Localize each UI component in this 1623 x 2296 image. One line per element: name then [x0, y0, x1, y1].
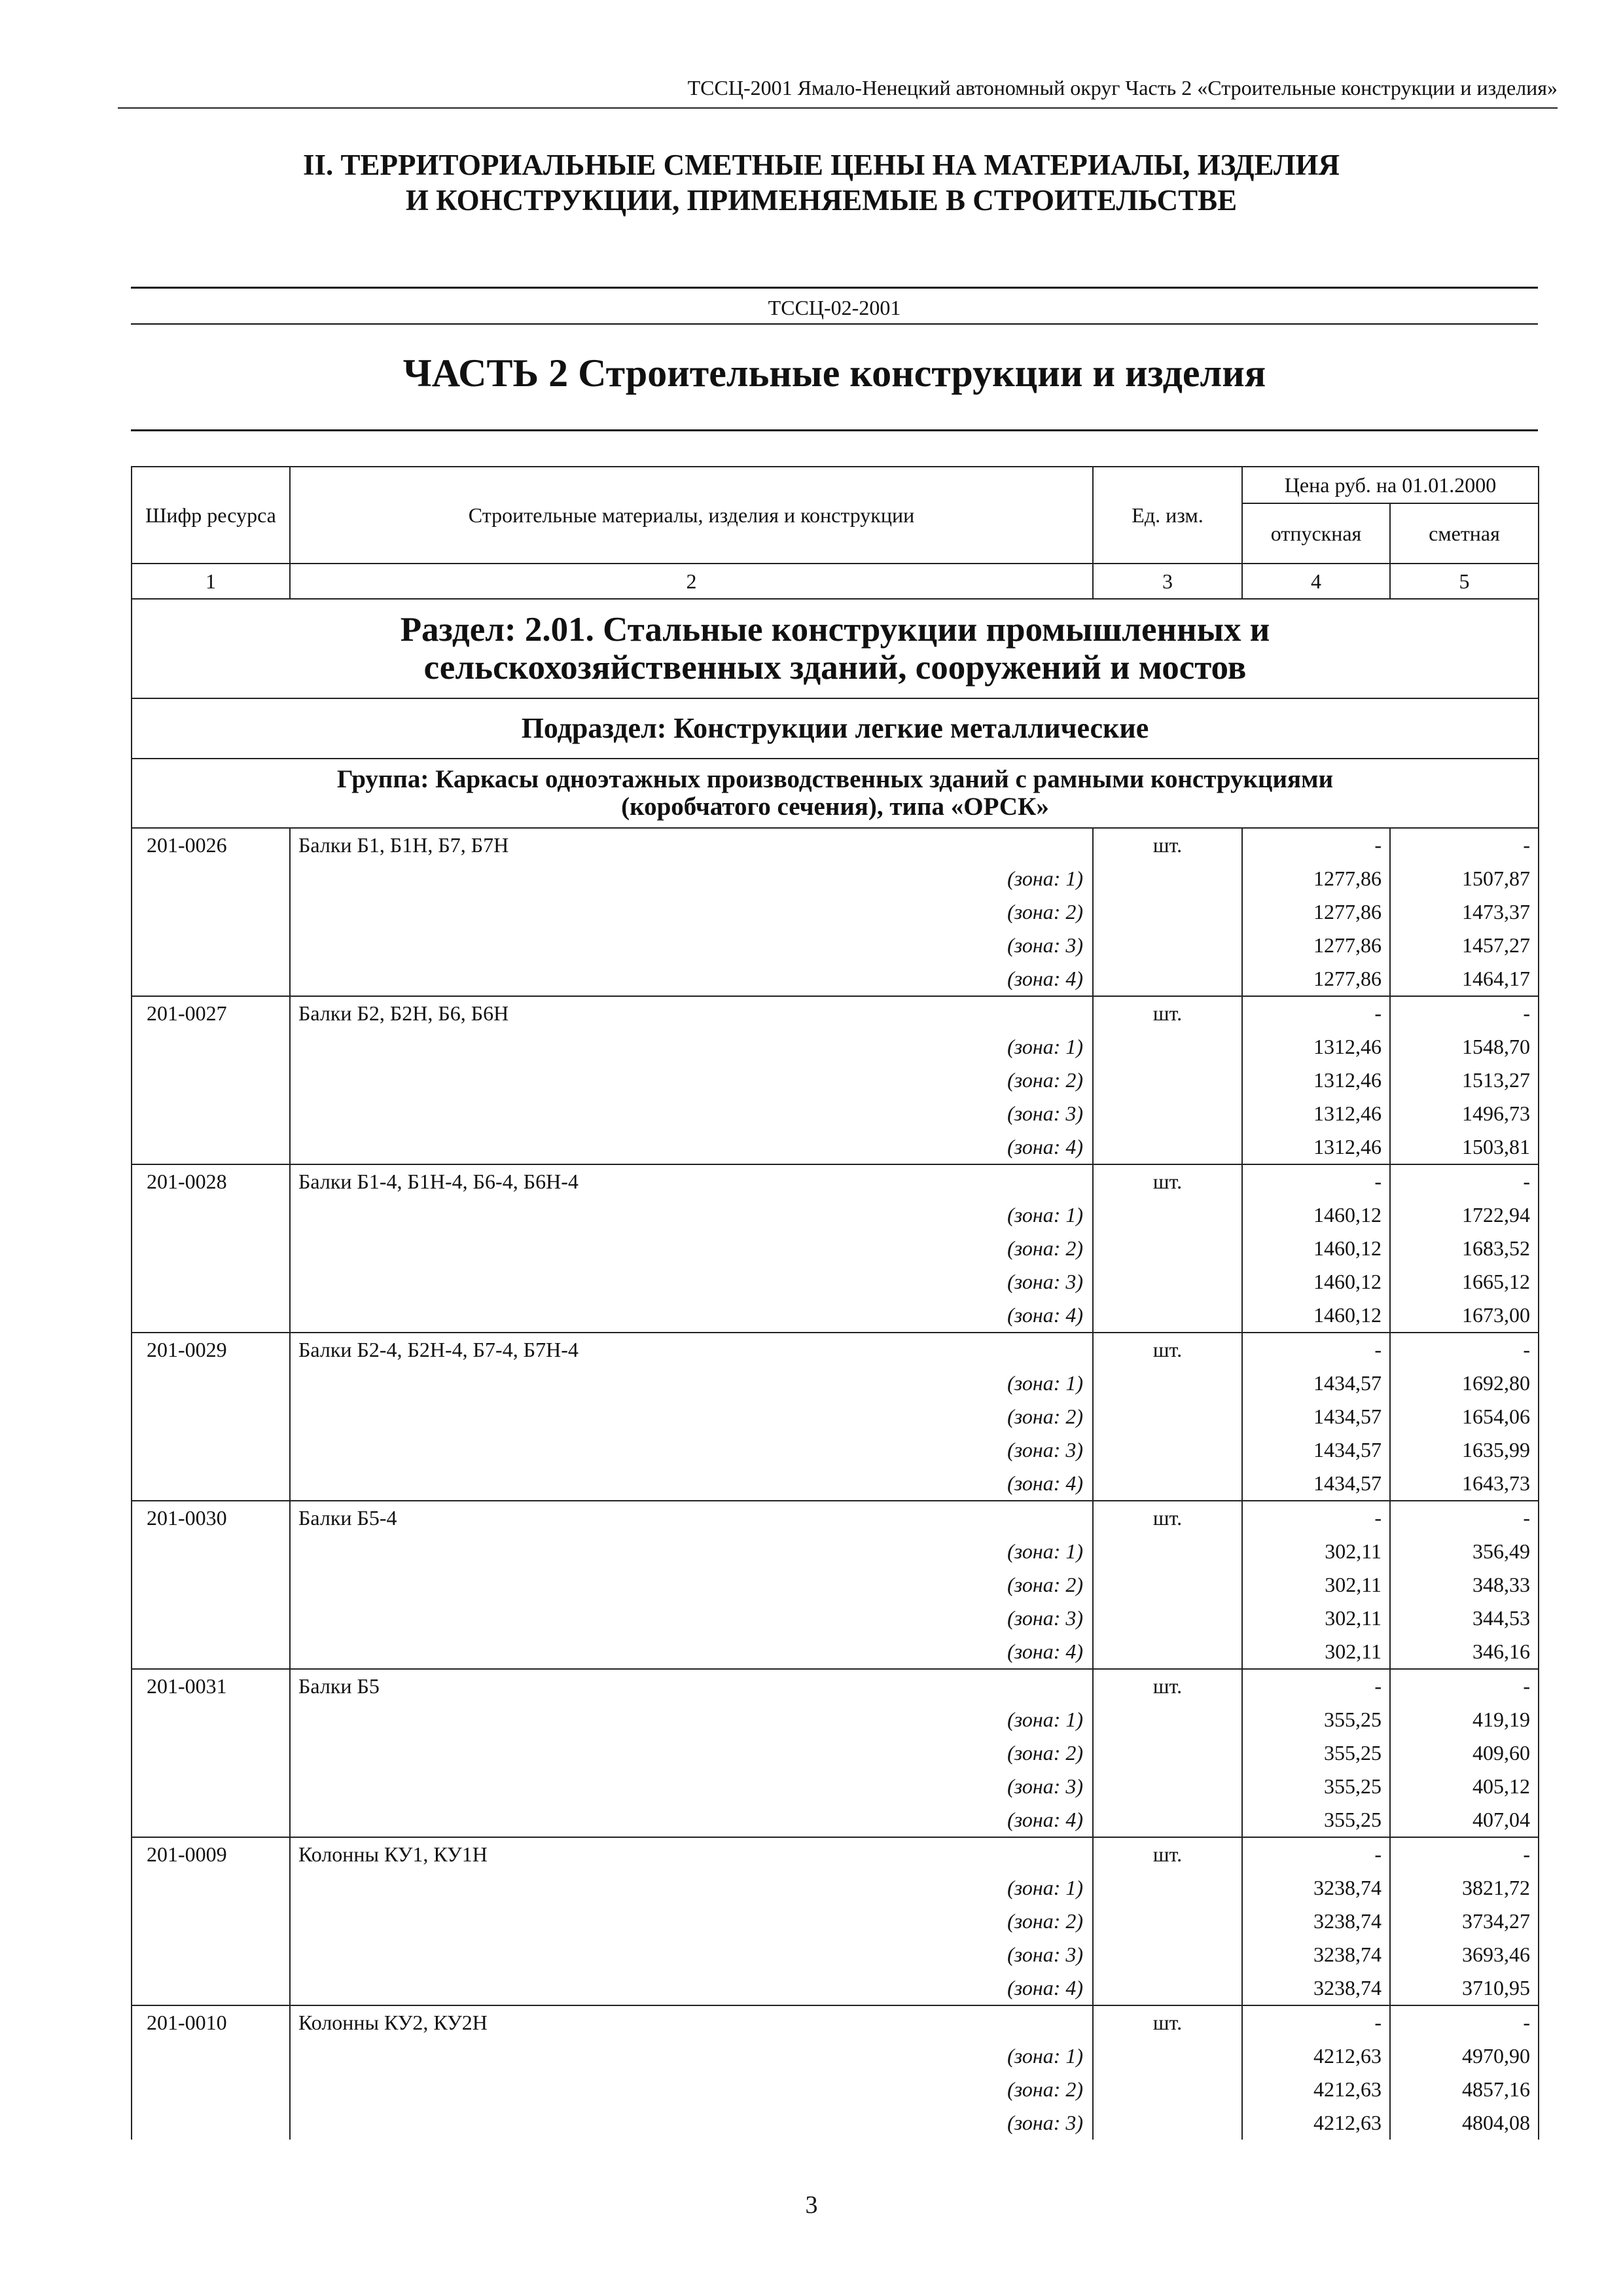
wholesale-price: 1460,12 [1242, 1232, 1390, 1265]
empty-cell [1093, 862, 1242, 895]
wholesale-price: 355,25 [1242, 1770, 1390, 1803]
empty-cell [132, 1064, 290, 1097]
wholesale-price: 302,11 [1242, 1602, 1390, 1635]
estimate-price: 3734,27 [1390, 1905, 1539, 1938]
zone-row [132, 1198, 1539, 1232]
empty-cell [132, 1030, 290, 1064]
empty-cell [132, 1568, 290, 1602]
empty-cell [132, 1232, 290, 1265]
empty-cell [132, 1770, 290, 1803]
empty-cell [1093, 1433, 1242, 1467]
estimate-price: 1513,27 [1390, 1064, 1539, 1097]
empty-cell [1093, 895, 1242, 929]
zone-row [132, 862, 1539, 895]
empty-cell [1093, 2106, 1242, 2140]
wholesale-price: 355,25 [1242, 1703, 1390, 1736]
resource-code: 201-0030 [132, 1501, 290, 1535]
estimate-price: - [1390, 1669, 1539, 1703]
empty-cell [132, 1971, 290, 2005]
zone-label: (зона: 2) [290, 1736, 1093, 1770]
group-title [132, 759, 1539, 828]
wholesale-price: - [1242, 2005, 1390, 2039]
zone-label: (зона: 1) [290, 1703, 1093, 1736]
wholesale-price: 302,11 [1242, 1535, 1390, 1568]
empty-cell [1093, 962, 1242, 996]
unit-cell: шт. [1093, 1333, 1242, 1367]
group-title-line-1: Группа: Каркасы одноэтажных производственных зданий с рамными конструкциями [336, 765, 1334, 793]
zone-label: (зона: 1) [290, 862, 1093, 895]
zone-row [132, 1803, 1539, 1837]
column-number: 1 [132, 564, 290, 599]
unit-cell: шт. [1093, 1501, 1242, 1535]
estimate-price: 3710,95 [1390, 1971, 1539, 2005]
empty-cell [1093, 1097, 1242, 1130]
column-number: 4 [1242, 564, 1390, 599]
column-number: 5 [1390, 564, 1539, 599]
zone-label: (зона: 3) [290, 929, 1093, 962]
unit-cell: шт. [1093, 1669, 1242, 1703]
wholesale-price: 1277,86 [1242, 862, 1390, 895]
zone-label: (зона: 3) [290, 1770, 1093, 1803]
empty-cell [1093, 2039, 1242, 2073]
running-header: ТССЦ-2001 Ямало-Ненецкий автономный округ Часть 2 «Строительные конструкции и изделия» [118, 73, 1558, 109]
zone-label: (зона: 1) [290, 2039, 1093, 2073]
zone-row [132, 1299, 1539, 1333]
header-wholesale: отпускная [1242, 503, 1390, 564]
estimate-price: - [1390, 1501, 1539, 1535]
empty-cell [132, 1097, 290, 1130]
zone-row [132, 1097, 1539, 1130]
table-row [132, 1837, 1539, 1871]
resource-name: Балки Б5-4 [290, 1501, 1093, 1535]
part-title [131, 147, 1512, 218]
empty-cell [132, 2039, 290, 2073]
zone-label: (зона: 4) [290, 1299, 1093, 1333]
estimate-price: - [1390, 1164, 1539, 1198]
estimate-price: 3693,46 [1390, 1938, 1539, 1971]
wholesale-price: - [1242, 1164, 1390, 1198]
empty-cell [132, 1635, 290, 1669]
wholesale-price: 1277,86 [1242, 895, 1390, 929]
resource-code: 201-0031 [132, 1669, 290, 1703]
zone-label: (зона: 1) [290, 1030, 1093, 1064]
wholesale-price: 4212,63 [1242, 2039, 1390, 2073]
zone-label: (зона: 4) [290, 1635, 1093, 1669]
estimate-price: 1722,94 [1390, 1198, 1539, 1232]
resource-name: Балки Б2-4, Б2Н-4, Б7-4, Б7Н-4 [290, 1333, 1093, 1367]
unit-cell: шт. [1093, 996, 1242, 1030]
table-row [132, 996, 1539, 1030]
zone-row [132, 1938, 1539, 1971]
zone-row [132, 1064, 1539, 1097]
column-number: 2 [290, 564, 1093, 599]
zone-label: (зона: 3) [290, 1097, 1093, 1130]
subsection-title: Подраздел: Конструкции легкие металлические [132, 698, 1539, 759]
empty-cell [132, 929, 290, 962]
zone-row [132, 1030, 1539, 1064]
estimate-price: - [1390, 1333, 1539, 1367]
chapter-title: ЧАСТЬ 2 Строительные конструкции и изделия [402, 351, 1266, 395]
table-row [132, 1164, 1539, 1198]
divider [131, 287, 1538, 289]
unit-cell: шт. [1093, 1164, 1242, 1198]
table-row [132, 1669, 1539, 1703]
empty-cell [132, 895, 290, 929]
empty-cell [1093, 1467, 1242, 1501]
zone-row [132, 2073, 1539, 2106]
resource-code: 201-0028 [132, 1164, 290, 1198]
wholesale-price: 1460,12 [1242, 1198, 1390, 1232]
zone-row [132, 1232, 1539, 1265]
empty-cell [1093, 1703, 1242, 1736]
zone-label: (зона: 3) [290, 2106, 1093, 2140]
wholesale-price: 4212,63 [1242, 2106, 1390, 2140]
empty-cell [132, 962, 290, 996]
divider [131, 323, 1538, 325]
estimate-price: 356,49 [1390, 1535, 1539, 1568]
wholesale-price: 3238,74 [1242, 1905, 1390, 1938]
zone-row [132, 1535, 1539, 1568]
resource-name: Колонны КУ2, КУ2Н [290, 2005, 1093, 2039]
zone-row [132, 962, 1539, 996]
table-row [132, 2005, 1539, 2039]
zone-label: (зона: 1) [290, 1871, 1093, 1905]
empty-cell [1093, 1602, 1242, 1635]
wholesale-price: 1460,12 [1242, 1299, 1390, 1333]
zone-row [132, 1400, 1539, 1433]
zone-row [132, 1770, 1539, 1803]
empty-cell [1093, 1367, 1242, 1400]
empty-cell [132, 1299, 290, 1333]
wholesale-price: - [1242, 1837, 1390, 1871]
zone-label: (зона: 3) [290, 1602, 1093, 1635]
empty-cell [1093, 1635, 1242, 1669]
zone-label: (зона: 4) [290, 1130, 1093, 1164]
header-unit: Ед. изм. [1093, 467, 1242, 564]
zone-label: (зона: 2) [290, 2073, 1093, 2106]
column-number: 3 [1093, 564, 1242, 599]
price-table [131, 466, 1539, 2140]
zone-label: (зона: 2) [290, 1232, 1093, 1265]
header-price-group: Цена руб. на 01.01.2000 [1242, 467, 1539, 503]
page-number: 3 [805, 2191, 818, 2219]
wholesale-price: 1312,46 [1242, 1097, 1390, 1130]
estimate-price: 409,60 [1390, 1736, 1539, 1770]
resource-code: 201-0029 [132, 1333, 290, 1367]
estimate-price: 4857,16 [1390, 2073, 1539, 2106]
zone-label: (зона: 2) [290, 1064, 1093, 1097]
zone-label: (зона: 4) [290, 1803, 1093, 1837]
wholesale-price: 302,11 [1242, 1635, 1390, 1669]
empty-cell [132, 1130, 290, 1164]
zone-row [132, 1265, 1539, 1299]
zone-row [132, 1367, 1539, 1400]
wholesale-price: 1312,46 [1242, 1064, 1390, 1097]
empty-cell [132, 1803, 290, 1837]
zone-row [132, 2039, 1539, 2073]
empty-cell [1093, 1938, 1242, 1971]
header-estimate: сметная [1390, 503, 1539, 564]
empty-cell [132, 1198, 290, 1232]
empty-cell [132, 2106, 290, 2140]
zone-row [132, 1905, 1539, 1938]
zone-label: (зона: 4) [290, 1971, 1093, 2005]
empty-cell [1093, 2073, 1242, 2106]
wholesale-price: 1277,86 [1242, 929, 1390, 962]
estimate-price: 1464,17 [1390, 962, 1539, 996]
unit-cell: шт. [1093, 828, 1242, 862]
wholesale-price: 4212,63 [1242, 2073, 1390, 2106]
wholesale-price: 1312,46 [1242, 1030, 1390, 1064]
zone-label: (зона: 1) [290, 1367, 1093, 1400]
unit-cell: шт. [1093, 1837, 1242, 1871]
empty-cell [132, 1467, 290, 1501]
zone-label: (зона: 1) [290, 1535, 1093, 1568]
estimate-price: - [1390, 2005, 1539, 2039]
zone-row [132, 1130, 1539, 1164]
collection-code: ТССЦ-02-2001 [768, 296, 901, 319]
wholesale-price: - [1242, 996, 1390, 1030]
estimate-price: 1683,52 [1390, 1232, 1539, 1265]
empty-cell [132, 1535, 290, 1568]
wholesale-price: 1434,57 [1242, 1467, 1390, 1501]
group-title-line-2: (коробчатого сечения), типа «ОРСК» [621, 793, 1049, 821]
zone-row [132, 1635, 1539, 1669]
empty-cell [1093, 929, 1242, 962]
estimate-price: - [1390, 1837, 1539, 1871]
header-name: Строительные материалы, изделия и конструкции [290, 467, 1093, 564]
estimate-price: 1635,99 [1390, 1433, 1539, 1467]
subsection-row [132, 698, 1539, 759]
wholesale-price: 1434,57 [1242, 1433, 1390, 1467]
wholesale-price: - [1242, 1501, 1390, 1535]
empty-cell [132, 1433, 290, 1467]
empty-cell [1093, 1736, 1242, 1770]
empty-cell [1093, 1130, 1242, 1164]
wholesale-price: 3238,74 [1242, 1871, 1390, 1905]
zone-row [132, 1971, 1539, 2005]
empty-cell [132, 1265, 290, 1299]
empty-cell [1093, 1232, 1242, 1265]
resource-name: Балки Б5 [290, 1669, 1093, 1703]
empty-cell [1093, 1030, 1242, 1064]
estimate-price: 1673,00 [1390, 1299, 1539, 1333]
empty-cell [132, 1703, 290, 1736]
estimate-price: 407,04 [1390, 1803, 1539, 1837]
empty-cell [1093, 1871, 1242, 1905]
empty-cell [132, 1367, 290, 1400]
empty-cell [132, 1400, 290, 1433]
divider [131, 429, 1538, 431]
wholesale-price: - [1242, 1333, 1390, 1367]
empty-cell [1093, 1299, 1242, 1333]
column-numbers-row [132, 564, 1539, 599]
zone-label: (зона: 2) [290, 895, 1093, 929]
zone-label: (зона: 3) [290, 1938, 1093, 1971]
estimate-price: 1503,81 [1390, 1130, 1539, 1164]
zone-label: (зона: 2) [290, 1400, 1093, 1433]
empty-cell [1093, 1770, 1242, 1803]
zone-row [132, 929, 1539, 962]
estimate-price: 3821,72 [1390, 1871, 1539, 1905]
table-row [132, 1333, 1539, 1367]
estimate-price: 1473,37 [1390, 895, 1539, 929]
estimate-price: 405,12 [1390, 1770, 1539, 1803]
zone-label: (зона: 2) [290, 1568, 1093, 1602]
resource-code: 201-0009 [132, 1837, 290, 1871]
wholesale-price: 1460,12 [1242, 1265, 1390, 1299]
zone-label: (зона: 4) [290, 1467, 1093, 1501]
estimate-price: 1665,12 [1390, 1265, 1539, 1299]
estimate-price: 346,16 [1390, 1635, 1539, 1669]
estimate-price: 1654,06 [1390, 1400, 1539, 1433]
section-title [132, 599, 1539, 698]
empty-cell [132, 1905, 290, 1938]
empty-cell [1093, 1971, 1242, 2005]
zone-row [132, 1467, 1539, 1501]
empty-cell [1093, 1803, 1242, 1837]
zone-label: (зона: 1) [290, 1198, 1093, 1232]
estimate-price: 348,33 [1390, 1568, 1539, 1602]
resource-code: 201-0010 [132, 2005, 290, 2039]
unit-cell: шт. [1093, 2005, 1242, 2039]
empty-cell [132, 862, 290, 895]
resource-name: Колонны КУ1, КУ1Н [290, 1837, 1093, 1871]
zone-row [132, 1568, 1539, 1602]
zone-row [132, 895, 1539, 929]
zone-row [132, 1602, 1539, 1635]
wholesale-price: - [1242, 828, 1390, 862]
estimate-price: 1643,73 [1390, 1467, 1539, 1501]
zone-label: (зона: 2) [290, 1905, 1093, 1938]
resource-name: Балки Б1-4, Б1Н-4, Б6-4, Б6Н-4 [290, 1164, 1093, 1198]
table-header-row [132, 467, 1539, 503]
empty-cell [132, 1602, 290, 1635]
estimate-price: 4804,08 [1390, 2106, 1539, 2140]
resource-code: 201-0026 [132, 828, 290, 862]
zone-row [132, 2106, 1539, 2140]
empty-cell [132, 1871, 290, 1905]
wholesale-price: 1277,86 [1242, 962, 1390, 996]
estimate-price: - [1390, 996, 1539, 1030]
empty-cell [132, 1736, 290, 1770]
wholesale-price: 355,25 [1242, 1803, 1390, 1837]
wholesale-price: - [1242, 1669, 1390, 1703]
estimate-price: 1457,27 [1390, 929, 1539, 962]
table-row [132, 1501, 1539, 1535]
section-title-line-1: Раздел: 2.01. Стальные конструкции промышленных и [400, 611, 1270, 649]
empty-cell [1093, 1064, 1242, 1097]
estimate-price: 419,19 [1390, 1703, 1539, 1736]
part-title-line-2: И КОНСТРУКЦИИ, ПРИМЕНЯЕМЫЕ В СТРОИТЕЛЬСТВЕ [405, 184, 1238, 217]
estimate-price: 344,53 [1390, 1602, 1539, 1635]
wholesale-price: 1434,57 [1242, 1400, 1390, 1433]
resource-code: 201-0027 [132, 996, 290, 1030]
estimate-price: 1507,87 [1390, 862, 1539, 895]
group-row [132, 759, 1539, 828]
empty-cell [132, 1938, 290, 1971]
wholesale-price: 1434,57 [1242, 1367, 1390, 1400]
empty-cell [1093, 1265, 1242, 1299]
estimate-price: - [1390, 828, 1539, 862]
zone-row [132, 1736, 1539, 1770]
zone-row [132, 1433, 1539, 1467]
estimate-price: 1692,80 [1390, 1367, 1539, 1400]
estimate-price: 4970,90 [1390, 2039, 1539, 2073]
empty-cell [1093, 1568, 1242, 1602]
resource-name: Балки Б2, Б2Н, Б6, Б6Н [290, 996, 1093, 1030]
empty-cell [1093, 1400, 1242, 1433]
estimate-price: 1496,73 [1390, 1097, 1539, 1130]
empty-cell [1093, 1535, 1242, 1568]
zone-label: (зона: 3) [290, 1433, 1093, 1467]
resource-name: Балки Б1, Б1Н, Б7, Б7Н [290, 828, 1093, 862]
wholesale-price: 1312,46 [1242, 1130, 1390, 1164]
section-title-line-2: сельскохозяйственных зданий, сооружений и мостов [423, 649, 1247, 687]
wholesale-price: 355,25 [1242, 1736, 1390, 1770]
header-code: Шифр ресурса [132, 467, 290, 564]
section-row [132, 599, 1539, 698]
zone-label: (зона: 3) [290, 1265, 1093, 1299]
estimate-price: 1548,70 [1390, 1030, 1539, 1064]
empty-cell [1093, 1905, 1242, 1938]
zone-label: (зона: 4) [290, 962, 1093, 996]
table-row [132, 828, 1539, 862]
zone-row [132, 1703, 1539, 1736]
wholesale-price: 3238,74 [1242, 1938, 1390, 1971]
wholesale-price: 3238,74 [1242, 1971, 1390, 2005]
wholesale-price: 302,11 [1242, 1568, 1390, 1602]
empty-cell [1093, 1198, 1242, 1232]
zone-row [132, 1871, 1539, 1905]
part-title-line-1: II. ТЕРРИТОРИАЛЬНЫЕ СМЕТНЫЕ ЦЕНЫ НА МАТЕРИАЛЫ, ИЗДЕЛИЯ [302, 149, 1340, 181]
empty-cell [132, 2073, 290, 2106]
